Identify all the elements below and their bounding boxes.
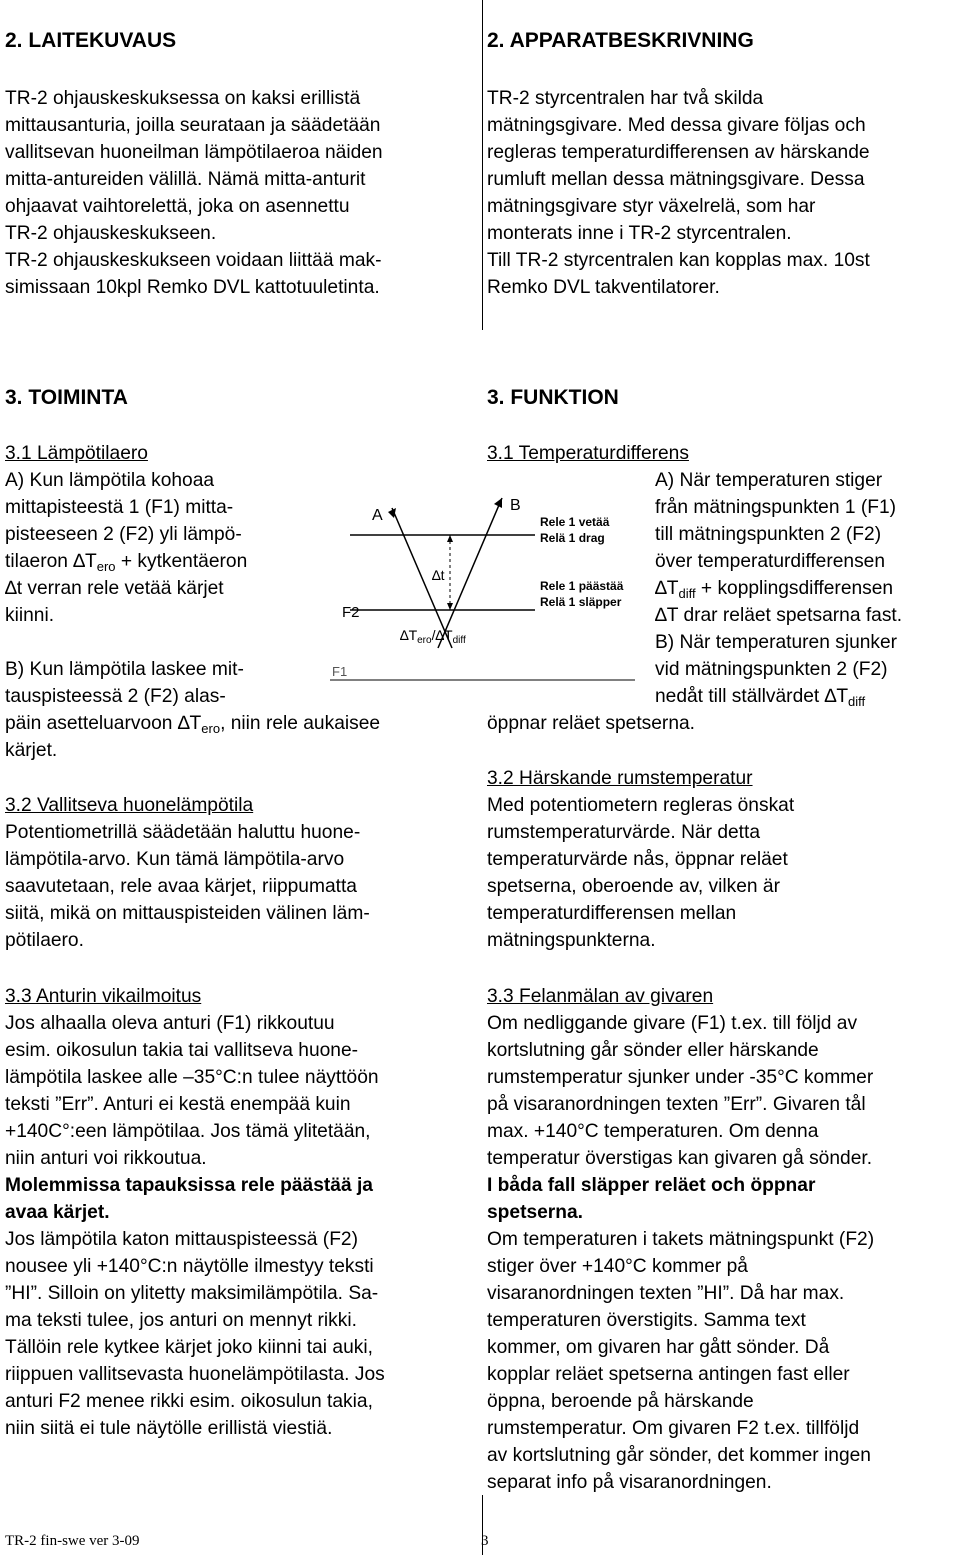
text-line: [5, 548, 247, 575]
delta-symbol: ∆T: [73, 551, 97, 572]
text-line: monterats inne i TR-2 styrcentralen.: [487, 223, 792, 244]
label-delta-t: ∆t: [432, 567, 445, 583]
text-line: ”HI”. Silloin on ylitetty maksimilämpötila. Sa-: [5, 1283, 379, 1304]
delta-symbol: ∆T: [435, 627, 453, 643]
falling-slope-line: [438, 498, 502, 648]
text-fragment: päin asetteluarvoon: [5, 713, 178, 734]
text-line: kiinni.: [5, 605, 55, 626]
text-line: Tällöin rele kytkee kärjet joko kiinni tai auki,: [5, 1337, 373, 1358]
fi-subheading-3-3: 3.3 Anturin vikailmoitus: [5, 986, 202, 1007]
text-line: Till TR-2 styrcentralen kan kopplas max. 10st: [487, 250, 870, 271]
text-line: TR-2 ohjauskeskukseen voidaan liittää mak-: [5, 250, 382, 271]
sv-subheading-3-1: 3.1 Temperaturdifferens: [487, 443, 689, 464]
text-line: av kortslutning går sönder, det kommer ingen: [487, 1445, 871, 1466]
text-line: TR-2 styrcentralen har två skilda: [487, 88, 764, 109]
subscript: ero: [417, 635, 432, 646]
text-line: vid mätningspunkten 2 (F2): [655, 659, 888, 680]
text-line: saavutetaan, rele avaa kärjet, riippumatta: [5, 876, 357, 897]
text-line: nousee yli +140°C:n näytölle ilmestyy teksti: [5, 1256, 374, 1277]
text-line: rumstemperatur sjunker under -35°C kommer: [487, 1067, 874, 1088]
text-line: mittausanturia, joilla seurataan ja säädetään: [5, 115, 381, 136]
text-line: rumstemperatur. Om givaren F2 t.ex. tillföljd: [487, 1418, 860, 1439]
text-line: Jos alhaalla oleva anturi (F1) rikkoutuu: [5, 1013, 335, 1034]
text-line: niin anturi voi rikkoutua.: [5, 1148, 207, 1169]
delta-symbol: ∆T: [177, 713, 202, 734]
text-line: separat info på visaranordningen.: [487, 1472, 772, 1493]
text-line: mitta-antureiden välillä. Nämä mitta-anturit: [5, 169, 366, 190]
text-line: kortslutning går sönder eller härskande: [487, 1040, 819, 1061]
bold-line: avaa kärjet.: [5, 1202, 110, 1223]
fi-heading-2: 2. LAITEKUVAUS: [5, 29, 177, 52]
subscript: diff: [452, 635, 466, 646]
delta-symbol: ∆T: [824, 686, 849, 707]
text-line: stiger över +140°C kommer på: [487, 1256, 748, 1277]
text-fragment: , niin rele aukaisee: [220, 713, 381, 734]
text-line: kommer, om givaren har gått sönder. Då: [487, 1337, 830, 1358]
text-line: Om nedliggande givare (F1) t.ex. till följd av: [487, 1013, 858, 1034]
text-line: TR-2 ohjauskeskukseen.: [5, 223, 217, 244]
sv-subheading-3-2: 3.2 Härskande rumstemperatur: [487, 768, 753, 789]
text-line: mätningsgivare styr växelrelä, som har: [487, 196, 816, 217]
text-line: till mätningspunkten 2 (F2): [655, 524, 882, 545]
text-line: Med potentiometern regleras önskat: [487, 795, 795, 816]
text-line: [655, 575, 902, 602]
label-delta-ero: [400, 627, 466, 646]
text-line: mätningspunkterna.: [487, 930, 656, 951]
text-line: siitä, mikä on mittauspisteiden välinen läm-: [5, 903, 370, 924]
text-line: simissaan 10kpl Remko DVL kattotuuletinta.: [5, 277, 380, 298]
text-line: [5, 710, 380, 737]
text-line: temperaturvärde nås, öppnar reläet: [487, 849, 788, 870]
text-line: rumstemperaturvärde. När detta: [487, 822, 761, 843]
text-line: ∆t verran rele vetää kärjet: [5, 578, 224, 599]
fi-section-3-3: [5, 983, 385, 1442]
text-fragment: nedåt till ställvärdet: [655, 686, 825, 707]
relay-pull-fi: Rele 1 vetää: [540, 515, 610, 529]
bold-line: I båda fall släpper reläet och öppnar: [487, 1175, 816, 1196]
text-line: från mätningspunkten 1 (F1): [655, 497, 897, 518]
sv-section-3-2: [487, 765, 794, 954]
text-line: niin siitä ei tule näytölle erillistä viestiä.: [5, 1418, 333, 1439]
fi-subheading-3-2: 3.2 Vallitseva huonelämpötila: [5, 795, 254, 816]
sv-section-2-text: [487, 85, 870, 301]
text-line: vallitsevan huoneilman lämpötilaeroa näiden: [5, 142, 383, 163]
text-line: temperaturen överstigits. Samma text: [487, 1310, 806, 1331]
text-line: temperatur överstigas kan givaren gå sönder.: [487, 1148, 873, 1169]
delta-arrow-down: [447, 603, 453, 610]
text-line: A) När temperaturen stiger: [655, 470, 883, 491]
text-line: ma teksti tulee, jos anturi on mennyt rikki.: [5, 1310, 357, 1331]
fi-section-3-1-b: [5, 656, 380, 764]
text-line: riippuen vallitsevasta huonelämpötilasta. Jos: [5, 1364, 385, 1385]
sv-heading-3: 3. FUNKTION: [487, 386, 619, 409]
text-line: teksti ”Err”. Anturi ei kestä enempää kuin: [5, 1094, 351, 1115]
subscript: ero: [96, 559, 116, 574]
delta-arrow-up: [447, 535, 453, 542]
text-line: B) Kun lämpötila laskee mit-: [5, 659, 244, 680]
text-line: öppna, beroende på härskande: [487, 1391, 754, 1412]
text-line: ∆T drar reläet spetsarna fast.: [655, 605, 903, 626]
bold-line: spetserna.: [487, 1202, 583, 1223]
sv-heading-2: 2. APPARATBESKRIVNING: [487, 29, 754, 52]
subscript: diff: [848, 694, 866, 709]
delta-symbol: ∆T: [400, 627, 418, 643]
text-fragment: + kytkentäeron: [115, 551, 248, 572]
label-f1: F1: [332, 664, 348, 679]
text-line: [655, 683, 902, 710]
page-number: 3: [481, 1533, 489, 1549]
text-line: pisteeseen 2 (F2) yli lämpö-: [5, 524, 242, 545]
text-line: lämpötila-arvo. Kun tämä lämpötila-arvo: [5, 849, 345, 870]
text-line: Om temperaturen i takets mätningspunkt (F2): [487, 1229, 875, 1250]
text-fragment: + kopplingsdifferensen: [695, 578, 894, 599]
text-line: esim. oikosulun takia tai vallitseva huone-: [5, 1040, 359, 1061]
text-line: ohjaavat vaihtorelettä, joka on asennettu: [5, 196, 350, 217]
text-line: mittapisteestä 1 (F1) mitta-: [5, 497, 234, 518]
text-line: på visaranordningen texten ”Err”. Givaren tål: [487, 1094, 866, 1115]
text-line: anturi F2 menee rikki esim. oikosulun takia,: [5, 1391, 373, 1412]
text-line: mätningsgivare. Med dessa givare följas och: [487, 115, 866, 136]
text-line: spetserna, oberoende av, vilken är: [487, 876, 780, 897]
fi-section-3-2: [5, 792, 370, 954]
fi-section-2-text: [5, 85, 383, 301]
text-line: pötilaero.: [5, 930, 84, 951]
text-line: temperaturdifferensen mellan: [487, 903, 737, 924]
text-line: över temperaturdifferensen: [655, 551, 886, 572]
text-line: rumluft mellan dessa mätningsgivare. Dessa: [487, 169, 865, 190]
text-fragment: tilaeron: [5, 551, 74, 572]
relay-hysteresis-diagram: [330, 490, 640, 690]
slash: /: [431, 627, 436, 643]
delta-symbol: ∆T: [655, 578, 679, 599]
text-line: kärjet.: [5, 740, 58, 761]
sv-section-3-1-b-end: öppnar reläet spetserna.: [487, 713, 695, 734]
text-line: regleras temperaturdifferensen av härskande: [487, 142, 870, 163]
sv-subheading-3-3: 3.3 Felanmälan av givaren: [487, 986, 714, 1007]
label-f2: F2: [342, 604, 360, 621]
subscript: diff: [678, 586, 696, 601]
fi-subheading-3-1: 3.1 Lämpötilaero: [5, 443, 148, 464]
text-line: B) När temperaturen sjunker: [655, 632, 898, 653]
text-line: kopplar reläet spetserna antingen fast eller: [487, 1364, 850, 1385]
subscript: ero: [201, 721, 221, 736]
text-line: TR-2 ohjauskeskuksessa on kaksi erillistä: [5, 88, 361, 109]
text-line: max. +140°C temperaturen. Om denna: [487, 1121, 819, 1142]
fi-heading-3: 3. TOIMINTA: [5, 386, 128, 409]
text-line: tauspisteessä 2 (F2) alas-: [5, 686, 226, 707]
label-b: B: [510, 497, 521, 514]
relay-pull-sv: Relä 1 drag: [540, 531, 605, 545]
text-line: Jos lämpötila katon mittauspisteessä (F2): [5, 1229, 358, 1250]
bold-line: Molemmissa tapauksissa rele päästää ja: [5, 1175, 373, 1196]
text-line: A) Kun lämpötila kohoaa: [5, 470, 215, 491]
sv-section-3-3: [487, 983, 874, 1496]
relay-release-fi: Rele 1 päästää: [540, 579, 624, 593]
fi-section-3-1: [5, 440, 247, 629]
text-line: lämpötila laskee alle –35°C:n tulee näyttöön: [5, 1067, 379, 1088]
text-line: Potentiometrillä säädetään haluttu huone-: [5, 822, 361, 843]
text-line: +140C°:een lämpötilaa. Jos tämä ylitetään,: [5, 1121, 371, 1142]
relay-release-sv: Relä 1 släpper: [540, 595, 622, 609]
column-divider-top: [482, 0, 483, 330]
label-a: A: [372, 507, 383, 524]
footer-version: TR-2 fin-swe ver 3-09: [5, 1533, 140, 1549]
text-line: Remko DVL takventilatorer.: [487, 277, 720, 298]
text-line: visaranordningen texten ”HI”. Då har max.: [487, 1283, 845, 1304]
sv-section-3-1-a: [655, 467, 902, 710]
